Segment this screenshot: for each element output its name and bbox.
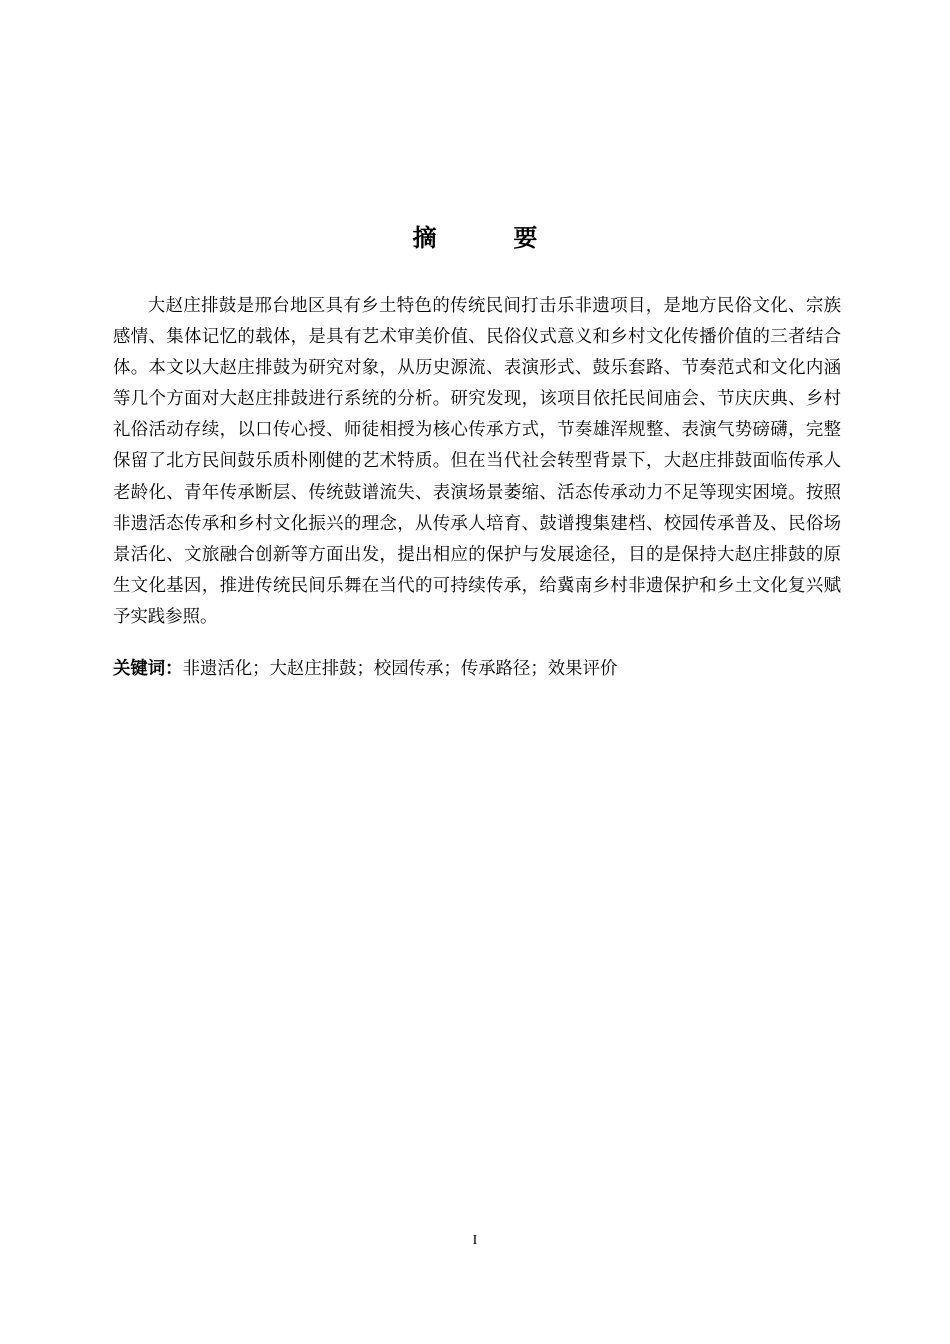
keywords-label: 关键词：	[113, 659, 183, 679]
keywords-line	[113, 655, 841, 683]
page-number: I	[472, 1233, 478, 1248]
abstract-title: 摘 要	[412, 224, 564, 252]
keywords-text: 非遗活化；大赵庄排鼓；校园传承；传承路径；效果评价	[182, 659, 618, 679]
abstract-body: 大赵庄排鼓是邢台地区具有乡土特色的传统民间打击乐非遗项目，是地方民俗文化、宗族感情、集体记忆的载体，是具有艺术审美价值、民俗仪式意义和乡村文化传播价值的三者结合体。本文以大赵庄排鼓为研究对象，从历史源流、表演形式、鼓乐套路、节奏范式和文化内涵等几个方面对大赵庄排鼓进行系统的分析。研究发现，该项目依托民间庙会、节庆庆典、乡村礼俗活动存续，以口传心授、师徒相授为核心传承方式，节奏雄浑规整、表演气势磅礴，完整保留了北方民间鼓乐质朴刚健的艺术特质。但在当代社会转型背景下，大赵庄排鼓面临传承人老龄化、青年传承断层、传统鼓谱流失、表演场景萎缩、活态传承动力不足等现实困境。按照非遗活态传承和乡村文化振兴的理念，从传承人培育、鼓谱搜集建档、校园传承普及、民俗场景活化、文旅融合创新等方面出发，提出相应的保护与发展途径，目的是保持大赵庄排鼓的原生文化基因，推进传统民间乐舞在当代的可持续传承，给冀南乡村非遗保护和乡土文化复兴赋予实践参照。	[113, 296, 841, 627]
